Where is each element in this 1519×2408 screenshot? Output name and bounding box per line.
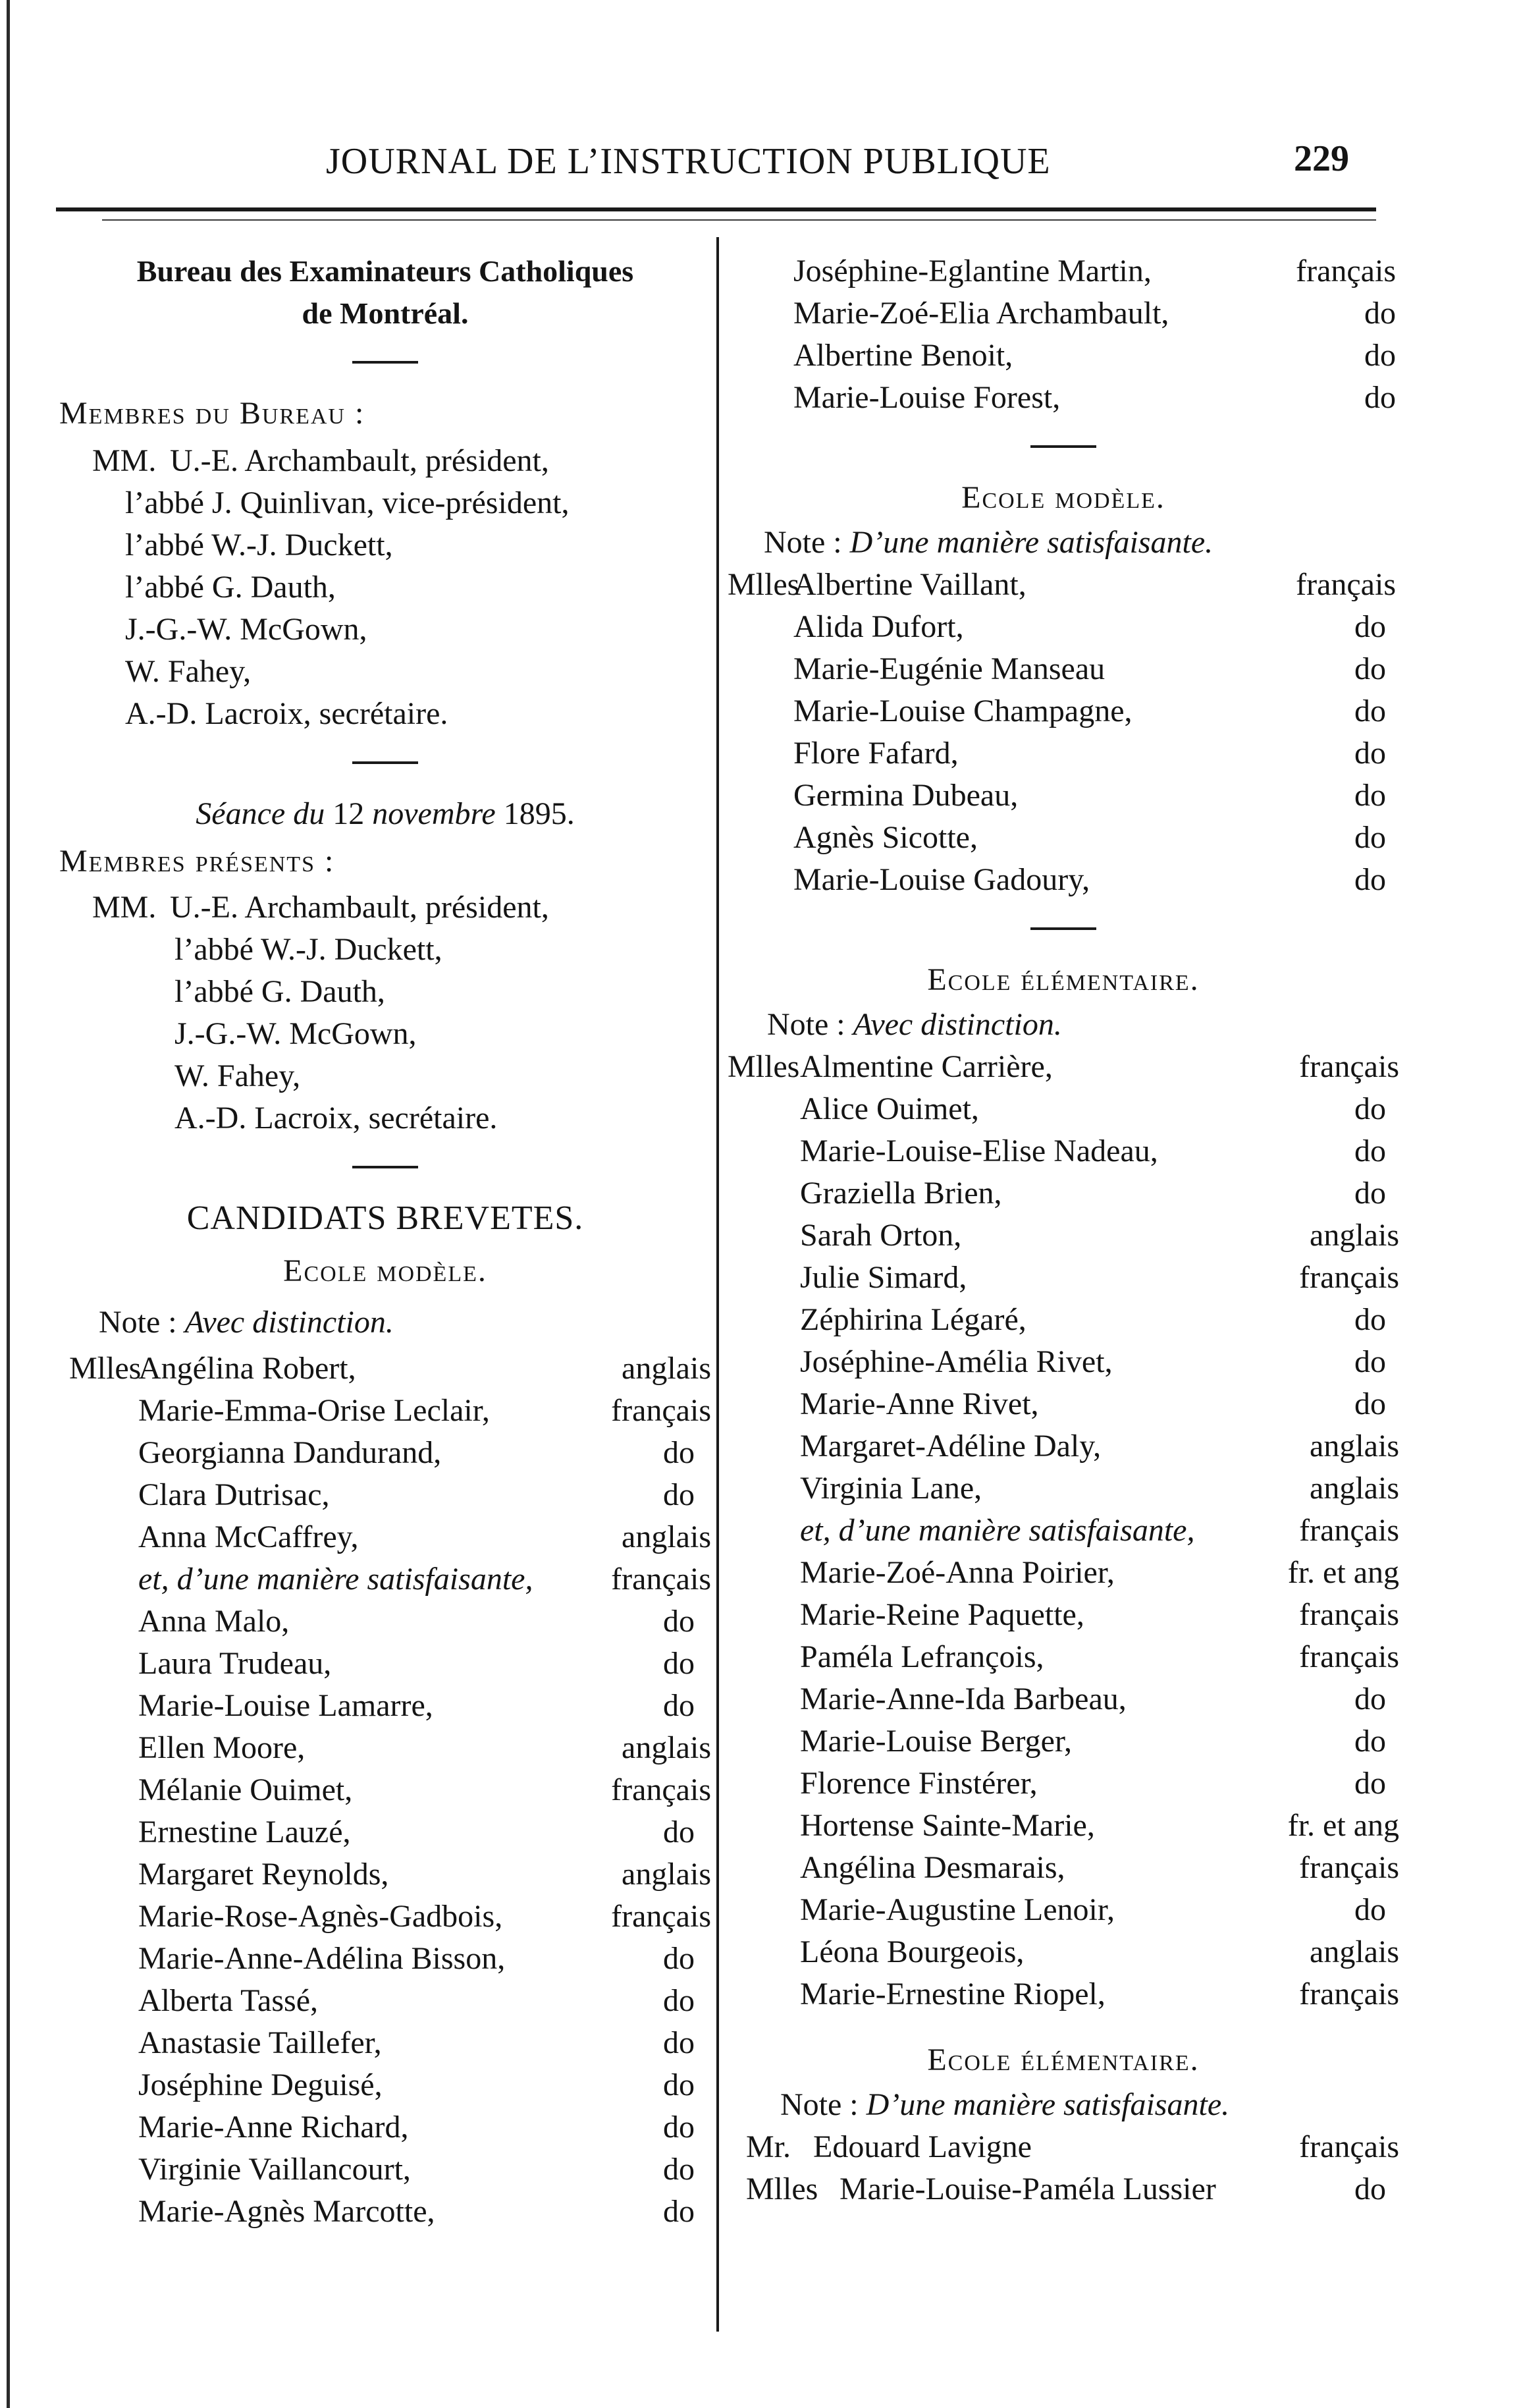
members-prefix: MM. (92, 443, 157, 478)
candidate-language: français (1299, 1977, 1399, 2011)
present-row (53, 887, 718, 929)
candidate-row (728, 1636, 1399, 1678)
candidate-name: Graziella Brien, (800, 1176, 1002, 1211)
candidate-name: Zéphirina Légaré, (800, 1302, 1026, 1337)
candidate-language: do (1354, 862, 1386, 897)
candidate-row (728, 690, 1399, 732)
candidate-language: français (1299, 2129, 1399, 2164)
seance-line (53, 793, 718, 835)
candidate-row (728, 1383, 1399, 1425)
candidate-row (53, 1516, 711, 1558)
candidate-row (728, 1763, 1399, 1805)
member-name: J.-G.-W. McGown, (125, 612, 367, 647)
candidate-name: Hortense Sainte-Marie, (800, 1808, 1095, 1843)
candidate-name: Alberta Tassé, (138, 1983, 318, 2018)
candidate-row (53, 2106, 711, 2148)
candidate-row (53, 1769, 711, 1811)
candidate-language: français (1296, 567, 1396, 602)
page-number: 229 (1294, 138, 1349, 179)
candidate-list (53, 1348, 711, 2233)
candidate-row (728, 292, 1399, 335)
candidate-name: Marie-Louise Champagne, (793, 694, 1133, 728)
candidate-language: do (1354, 694, 1386, 728)
candidate-name: Marie-Louise Gadoury, (793, 862, 1090, 897)
present-name: U.-E. Archambault, président, (170, 890, 549, 925)
candidate-row (728, 817, 1399, 859)
candidate-row (53, 1938, 711, 1980)
candidate-language: do (1354, 1892, 1386, 1927)
candidate-language: do (1354, 1302, 1386, 1337)
ecole-elementaire-heading-2: Ecole élémentaire. (927, 2042, 1200, 2077)
note-text: D’une manière satisfaisante. (866, 2087, 1230, 2122)
candidate-row (728, 1467, 1399, 1510)
candidate-row (728, 250, 1399, 292)
candidate-language: do (663, 2067, 695, 2102)
candidate-name: Alida Dufort, (793, 609, 964, 644)
candidate-row (728, 1510, 1399, 1552)
mlles-prefix: Mlles (728, 567, 800, 602)
candidate-language: do (663, 2152, 695, 2187)
note-line (767, 1004, 1399, 1046)
candidate-name: Laura Trudeau, (138, 1646, 332, 1681)
candidate-row (728, 335, 1399, 377)
candidate-row (728, 1847, 1399, 1889)
candidate-language: français (611, 1899, 711, 1934)
candidate-name: Mélanie Ouimet, (138, 1772, 353, 1807)
candidate-name: Marie-Louise Forest, (793, 380, 1061, 415)
candidate-name: Anna Malo, (138, 1604, 290, 1639)
candidate-language: do (663, 1435, 695, 1470)
candidate-row (53, 1558, 711, 1601)
candidate-row (53, 1980, 711, 2022)
candidate-row (728, 1088, 1399, 1130)
members-row (53, 609, 718, 651)
candidate-name: Marie-Anne Richard, (138, 2110, 409, 2145)
candidate-row (728, 648, 1399, 690)
candidate-language: do (1354, 2172, 1386, 2206)
candidate-name: Angélina Robert, (138, 1351, 356, 1386)
candidate-language: do (663, 1983, 695, 2018)
candidate-name: Marie-Louise Berger, (800, 1724, 1073, 1759)
candidate-name: Edouard Lavigne (813, 2129, 1032, 2164)
candidate-row (53, 1390, 711, 1432)
candidate-name: Angélina Desmarais, (800, 1850, 1065, 1885)
candidate-name: Julie Simard, (800, 1260, 967, 1295)
candidate-language: anglais (1310, 1934, 1399, 1969)
member-name: U.-E. Archambault, président, (170, 443, 549, 478)
member-name: W. Fahey, (125, 654, 252, 689)
candidate-row (728, 564, 1399, 606)
candidate-language: do (1364, 338, 1396, 373)
candidate-language: do (663, 1941, 695, 1976)
candidate-name: Marie-Louise Lamarre, (138, 1688, 433, 1723)
candidate-name: Flore Fafard, (793, 736, 959, 771)
satisfaisante-note: et, d’une manière satisfaisante, (800, 1513, 1195, 1548)
members-row (53, 566, 718, 609)
candidate-row (53, 2064, 711, 2106)
candidate-language: do (1354, 609, 1386, 644)
candidate-name: Joséphine Deguisé, (138, 2067, 383, 2102)
present-list (53, 887, 718, 1139)
candidate-name: Joséphine-Eglantine Martin, (793, 254, 1152, 288)
header-rule-thick (56, 207, 1376, 211)
candidate-language: do (663, 1477, 695, 1512)
candidate-row (728, 1130, 1399, 1172)
candidate-name: Georgianna Dandurand, (138, 1435, 442, 1470)
candidate-language: do (1354, 1091, 1386, 1126)
members-row (53, 482, 718, 524)
candidate-language: do (1364, 296, 1396, 331)
section-dash (1030, 927, 1096, 930)
candidate-row (728, 1257, 1399, 1299)
ecole-elementaire-heading: Ecole élémentaire. (927, 962, 1200, 997)
candidate-row (728, 1552, 1399, 1594)
candidate-row (728, 1889, 1399, 1931)
note-label: Note : (780, 2087, 859, 2122)
candidate-language: do (663, 2025, 695, 2060)
candidate-row (53, 2148, 711, 2191)
candidate-language: anglais (622, 1857, 711, 1892)
candidate-row-mlles (728, 2168, 1399, 2210)
candidate-name: Anastasie Taillefer, (138, 2025, 382, 2060)
candidate-language: do (1354, 1386, 1386, 1421)
candidate-language: do (1364, 380, 1396, 415)
candidate-row (728, 732, 1399, 775)
candidate-name: Agnès Sicotte, (793, 820, 978, 855)
note-line (780, 2084, 1399, 2126)
candidate-language: français (1299, 1513, 1399, 1548)
candidate-name: Marie-Ernestine Riopel, (800, 1977, 1106, 2011)
candidate-row (53, 1601, 711, 1643)
candidate-language: fr. et ang (1287, 1555, 1399, 1590)
seance-year: 1895. (503, 796, 575, 831)
candidate-name: Marie-Emma-Orise Leclair, (138, 1393, 490, 1428)
candidate-row (728, 377, 1399, 419)
candidate-name: Margaret Reynolds, (138, 1857, 389, 1892)
candidate-row (53, 1348, 711, 1390)
candidate-row (728, 1341, 1399, 1383)
continued-list (728, 250, 1399, 419)
section-dash (352, 1166, 418, 1168)
present-row (53, 1055, 718, 1097)
candidate-row (728, 1299, 1399, 1341)
mr-prefix: Mr. (746, 2129, 791, 2164)
present-name: l’abbé G. Dauth, (174, 974, 385, 1009)
candidate-row-mr (728, 2126, 1399, 2168)
candidate-language: do (1354, 1134, 1386, 1168)
present-row (53, 1097, 718, 1139)
candidate-name: Anna McCaffrey, (138, 1519, 359, 1554)
candidate-row (53, 1685, 711, 1727)
candidate-language: do (663, 2110, 695, 2145)
header-rule-thin (102, 219, 1376, 221)
candidate-language: anglais (1310, 1471, 1399, 1506)
candidate-language: français (1299, 1639, 1399, 1674)
candidate-name: Marie-Anne-Adélina Bisson, (138, 1941, 506, 1976)
candidate-row (728, 1172, 1399, 1215)
present-prefix: MM. (92, 890, 157, 925)
candidate-language: do (1354, 1344, 1386, 1379)
present-name: W. Fahey, (174, 1058, 301, 1093)
section-dash (1030, 445, 1096, 448)
candidate-row (53, 2022, 711, 2064)
seance-prefix: Séance du (196, 796, 325, 831)
candidate-row (728, 859, 1399, 901)
candidate-name: Marie-Zoé-Elia Archambault, (793, 296, 1169, 331)
candidate-name: Albertine Vaillant, (793, 567, 1026, 602)
candidate-language: do (663, 2194, 695, 2229)
candidate-name: Marie-Zoé-Anna Poirier, (800, 1555, 1115, 1590)
section-dash (352, 361, 418, 364)
candidate-row (728, 1594, 1399, 1636)
present-name: A.-D. Lacroix, secrétaire. (174, 1101, 498, 1136)
ecole-modele-heading: Ecole modèle. (283, 1253, 487, 1288)
present-row (53, 929, 718, 971)
mlles-prefix: Mlles (746, 2172, 818, 2206)
candidate-row (728, 1720, 1399, 1763)
candidate-language: do (663, 1815, 695, 1849)
elementaire-list (728, 1046, 1399, 2015)
running-title: JOURNAL DE L’INSTRUCTION PUBLIQUE (326, 141, 1051, 182)
note-line (99, 1301, 718, 1344)
satisfaisante-note: et, d’une manière satisfaisante, (138, 1562, 533, 1597)
candidate-name: Marie-Augustine Lenoir, (800, 1892, 1115, 1927)
candidate-language: do (1354, 736, 1386, 771)
note-line (764, 522, 1399, 564)
candidate-language: do (663, 1646, 695, 1681)
candidate-row (728, 1215, 1399, 1257)
candidate-language: anglais (622, 1730, 711, 1765)
note-label: Note : (99, 1305, 177, 1340)
candidate-row (728, 1805, 1399, 1847)
candidate-language: français (1299, 1597, 1399, 1632)
candidate-name: Joséphine-Amélia Rivet, (800, 1344, 1113, 1379)
candidate-row (53, 1727, 711, 1769)
right-column (728, 250, 1399, 2210)
candidate-row (53, 1643, 711, 1685)
members-row (53, 524, 718, 566)
candidate-name: Albertine Benoit, (793, 338, 1013, 373)
candidate-row (53, 1474, 711, 1516)
candidate-name: Clara Dutrisac, (138, 1477, 330, 1512)
members-row (53, 651, 718, 693)
present-name: J.-G.-W. McGown, (174, 1016, 417, 1051)
page-edge-shadow (7, 0, 10, 2408)
candidate-language: do (663, 1604, 695, 1639)
candidate-language: do (1354, 651, 1386, 686)
bureau-title-line1: Bureau des Examinateurs Catholiques (136, 254, 634, 288)
candidate-language: français (611, 1772, 711, 1807)
candidate-row (53, 1896, 711, 1938)
candidate-language: do (1354, 1724, 1386, 1759)
member-name: l’abbé W.-J. Duckett, (125, 528, 393, 562)
left-column (53, 250, 718, 2233)
candidate-row (728, 1046, 1399, 1088)
seance-month: novembre (372, 796, 496, 831)
note-label: Note : (764, 525, 842, 560)
members-list (53, 440, 718, 735)
candidate-name: Virginie Vaillancourt, (138, 2152, 411, 2187)
candidate-row (728, 775, 1399, 817)
member-name: A.-D. Lacroix, secrétaire. (125, 696, 448, 731)
candidate-language: do (1354, 820, 1386, 855)
present-row (53, 971, 718, 1013)
candidate-language: anglais (1310, 1218, 1399, 1253)
candidate-name: Margaret-Adéline Daly, (800, 1429, 1102, 1464)
candidate-name: Marie-Eugénie Manseau (793, 651, 1106, 686)
members-row (53, 440, 718, 482)
candidate-row (53, 2191, 711, 2233)
candidate-language: français (611, 1562, 711, 1597)
candidate-row (53, 1811, 711, 1853)
candidate-name: Alice Ouimet, (800, 1091, 979, 1126)
note-label: Note : (767, 1007, 845, 1042)
candidate-row (728, 1425, 1399, 1467)
candidate-language: anglais (622, 1351, 711, 1386)
candidate-language: anglais (622, 1519, 711, 1554)
ecole-modele-heading: Ecole modèle. (961, 480, 1165, 515)
members-heading: Membres du Bureau : (59, 396, 365, 431)
note-text: D’une manière satisfaisante. (849, 525, 1213, 560)
candidate-row (728, 1973, 1399, 2015)
candidate-name: Almentine Carrière, (800, 1049, 1053, 1084)
candidate-name: Florence Finstérer, (800, 1766, 1038, 1801)
candidate-name: Marie-Louise-Paméla Lussier (839, 2172, 1216, 2206)
candidate-name: Marie-Rose-Agnès-Gadbois, (138, 1899, 503, 1934)
candidate-name: Léona Bourgeois, (800, 1934, 1025, 1969)
candidate-name: Paméla Lefrançois, (800, 1639, 1044, 1674)
candidate-language: français (1296, 254, 1396, 288)
page-header (0, 135, 1519, 188)
candidate-row (728, 606, 1399, 648)
candidate-language: do (1354, 1682, 1386, 1716)
candidate-language: français (611, 1393, 711, 1428)
candidate-name: Marie-Louise-Elise Nadeau, (800, 1134, 1158, 1168)
bureau-title-line2: de Montréal. (302, 296, 469, 330)
candidate-language: do (663, 1688, 695, 1723)
candidate-name: Marie-Reine Paquette, (800, 1597, 1084, 1632)
candidate-row (53, 1432, 711, 1474)
members-row (53, 693, 718, 735)
note-text: Avec distinction. (184, 1305, 394, 1340)
candidate-language: do (1354, 778, 1386, 813)
candidate-row (53, 1853, 711, 1896)
candidate-language: français (1299, 1260, 1399, 1295)
modele-list (728, 564, 1399, 901)
candidate-name: Germina Dubeau, (793, 778, 1019, 813)
candidate-name: Virginia Lane, (800, 1471, 982, 1506)
candidate-name: Ellen Moore, (138, 1730, 306, 1765)
candidate-language: do (1354, 1766, 1386, 1801)
mlles-prefix: Mlles (728, 1049, 800, 1084)
present-name: l’abbé W.-J. Duckett, (174, 932, 442, 967)
candidate-language: anglais (1310, 1429, 1399, 1464)
candidate-language: do (1354, 1176, 1386, 1211)
candidats-heading: CANDIDATS BREVETES. (186, 1199, 584, 1237)
section-dash (352, 761, 418, 764)
present-heading: Membres présents : (59, 844, 335, 879)
note-text: Avec distinction. (853, 1007, 1062, 1042)
candidate-language: fr. et ang (1287, 1808, 1399, 1843)
member-name: l’abbé G. Dauth, (125, 570, 336, 605)
candidate-name: Marie-Anne Rivet, (800, 1386, 1039, 1421)
seance-day: 12 (333, 796, 365, 831)
candidate-language: français (1299, 1850, 1399, 1885)
candidate-name: Ernestine Lauzé, (138, 1815, 351, 1849)
candidate-row (728, 1931, 1399, 1973)
candidate-name: Marie-Agnès Marcotte, (138, 2194, 435, 2229)
candidate-name: Marie-Anne-Ida Barbeau, (800, 1682, 1127, 1716)
candidate-row (728, 1678, 1399, 1720)
candidate-language: français (1299, 1049, 1399, 1084)
member-name: l’abbé J. Quinlivan, vice-président, (125, 485, 570, 520)
present-row (53, 1013, 718, 1055)
mlles-prefix: Mlles (69, 1351, 142, 1386)
candidate-name: Sarah Orton, (800, 1218, 962, 1253)
